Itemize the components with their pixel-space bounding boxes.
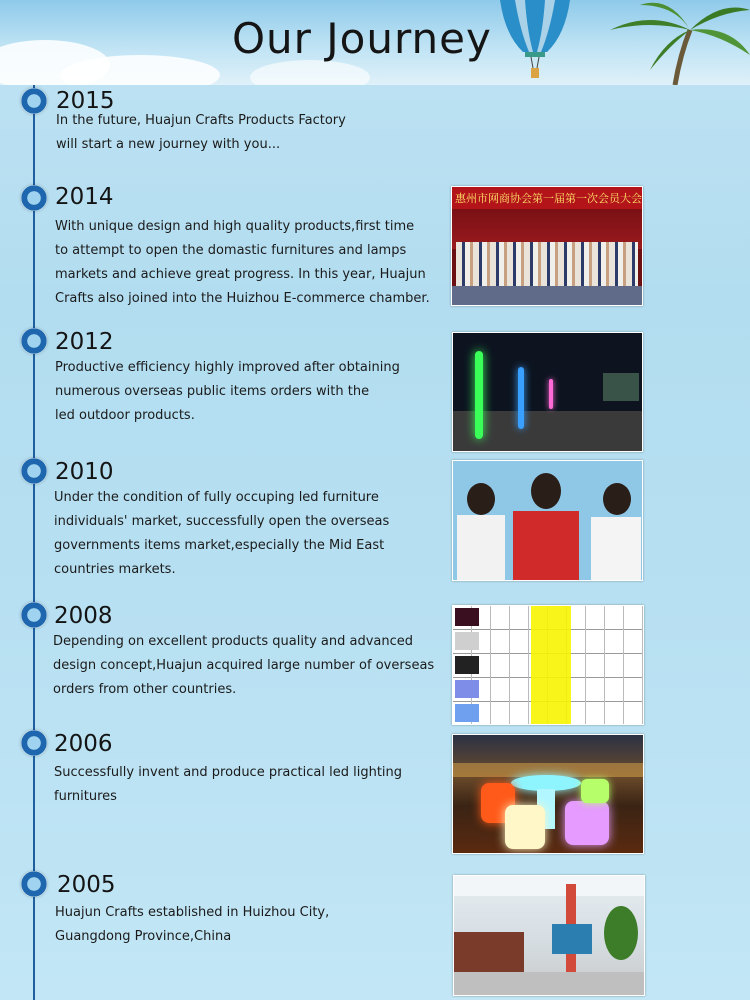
description-line: Guangdong Province,China — [55, 929, 232, 944]
description-line: Productive efficiency highly improved after obtaining — [55, 360, 400, 375]
group-photo — [451, 186, 643, 306]
description-line: With unique design and high quality products,first time — [55, 219, 415, 234]
timeline-description — [53, 630, 434, 702]
person-right-body — [591, 517, 641, 580]
timeline-year: 2014 — [55, 184, 114, 210]
person-center-head — [531, 473, 561, 509]
description-line: to attempt to open the domastic furnitures and lamps — [55, 243, 407, 258]
description-line: markets and achieve great progress. In this year, Huajun — [55, 267, 426, 282]
product-thumb — [455, 656, 479, 674]
description-line: Crafts also joined into the Huizhou E-commerce chamber. — [55, 291, 430, 306]
order-table-image — [452, 605, 644, 725]
description-line: design concept,Huajun acquired large number of overseas — [53, 658, 435, 673]
timeline-year: 2006 — [54, 731, 113, 757]
description-line: individuals' market, successfully open the overseas — [54, 514, 390, 529]
description-line: will start a new journey with you... — [56, 137, 281, 152]
timeline-dot — [21, 602, 47, 628]
product-thumb — [455, 632, 479, 650]
description-line: numerous overseas public items orders with the — [55, 384, 370, 399]
timeline-description — [55, 901, 329, 949]
description-line: orders from other countries. — [53, 682, 237, 697]
palm-tree-icon — [580, 0, 750, 85]
distant-building — [603, 373, 639, 401]
white-glowing-chair — [505, 805, 545, 849]
person-right-head — [603, 483, 631, 515]
floor — [452, 286, 642, 305]
product-thumb — [455, 704, 479, 722]
banner-text: 惠州市网商协会第一届第一次会员大会 — [455, 192, 642, 205]
person-center-body — [513, 511, 579, 580]
product-thumb — [455, 608, 479, 626]
timeline-line — [33, 85, 35, 1000]
timeline-description — [55, 356, 400, 428]
timeline-year: 2010 — [55, 459, 114, 485]
timeline-year: 2005 — [57, 872, 116, 898]
cloud-decoration — [60, 55, 220, 85]
description-line: Under the condition of fully occuping led furniture — [54, 490, 379, 505]
timeline-year: 2012 — [55, 329, 114, 355]
description-line: In the future, Huajun Crafts Products Factory — [56, 113, 346, 128]
description-line: Huajun Crafts established in Huizhou City, — [55, 905, 330, 920]
product-thumb — [455, 680, 479, 698]
description-line: governments items market,especially the Mid East — [54, 538, 385, 553]
page-title: Our Journey — [232, 14, 492, 63]
description-line: Depending on excellent products quality and advanced — [53, 634, 413, 649]
person-left-head — [467, 483, 495, 515]
aquarium — [552, 924, 592, 954]
description-line: Successfully invent and produce practical led lighting — [54, 765, 403, 780]
three-people-photo — [452, 460, 643, 581]
page-header — [0, 0, 750, 85]
timeline-dot — [21, 328, 47, 354]
green-glowing-chair — [581, 779, 609, 803]
timeline-dot — [21, 458, 47, 484]
timeline-dot — [21, 730, 47, 756]
timeline-dot — [21, 185, 47, 211]
crowd-rows — [456, 242, 638, 286]
description-line: countries markets. — [54, 562, 176, 577]
timeline-description — [55, 215, 430, 311]
hot-air-balloon-icon — [495, 0, 575, 85]
lobby-floor — [454, 972, 644, 995]
timeline-year: 2008 — [54, 603, 113, 629]
potted-plant — [604, 906, 638, 960]
reception-desk — [454, 932, 524, 972]
office-lobby-photo — [453, 875, 645, 996]
timeline-description — [54, 486, 389, 582]
timeline-description — [56, 109, 346, 157]
glowing-furniture-photo — [452, 734, 644, 854]
ceiling — [454, 876, 644, 896]
description-line: furnitures — [54, 789, 117, 804]
timeline-year: 2015 — [56, 88, 115, 114]
night-lamps-photo — [452, 332, 643, 452]
cloud-decoration — [250, 60, 370, 85]
green-led-lamp — [475, 351, 483, 439]
timeline-dot — [21, 88, 47, 114]
person-left-body — [457, 515, 505, 580]
description-line: led outdoor products. — [55, 408, 195, 423]
timeline-dot — [21, 871, 47, 897]
highlight-column — [531, 606, 571, 724]
timeline-description — [54, 761, 402, 809]
pink-led-lamp — [549, 379, 553, 409]
blue-led-lamp — [518, 367, 524, 429]
purple-glowing-chair — [565, 801, 609, 845]
